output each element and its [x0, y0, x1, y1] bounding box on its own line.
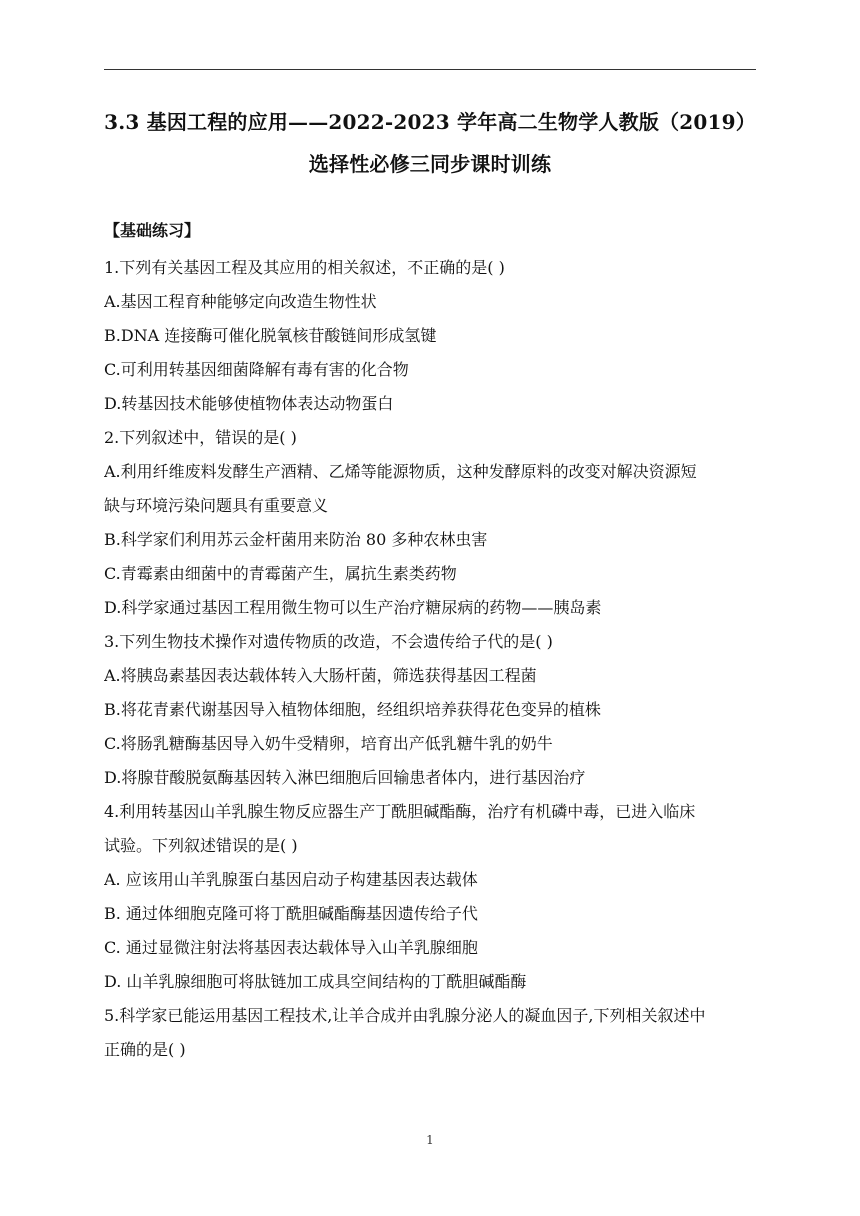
question-4-option-d: D. 山羊乳腺细胞可将肽链加工成具空间结构的丁酰胆碱酯酶 [104, 972, 527, 991]
question-5-stem-continued: 正确的是( ) [104, 1040, 186, 1059]
question-3-option-b: B.将花青素代谢基因导入植物体细胞，经组织培养获得花色变异的植株 [104, 700, 601, 719]
question-1-option-c: C.可利用转基因细菌降解有毒有害的化合物 [104, 360, 409, 379]
question-2-option-c: C.青霉素由细菌中的青霉菌产生，属抗生素类药物 [104, 564, 457, 583]
question-2-option-a-continued: 缺与环境污染问题具有重要意义 [104, 496, 329, 515]
question-4-stem-continued: 试验。下列叙述错误的是( ) [104, 836, 298, 855]
question-2-stem: 2.下列叙述中，错误的是( ) [104, 428, 297, 447]
question-2-option-a: A.利用纤维废料发酵生产酒精、乙烯等能源物质，这种发酵原料的改变对解决资源短 [104, 462, 697, 481]
question-content [104, 251, 758, 1067]
question-5-stem: 5.科学家已能运用基因工程技术,让羊合成并由乳腺分泌人的凝血因子,下列相关叙述中 [104, 1006, 706, 1025]
question-4-option-b: B. 通过体细胞克隆可将丁酰胆碱酯酶基因遗传给子代 [104, 904, 478, 923]
question-1-option-a: A.基因工程育种能够定向改造生物性状 [104, 292, 377, 311]
question-2-option-d: D.科学家通过基因工程用微生物可以生产治疗糖尿病的药物——胰岛素 [104, 598, 602, 617]
question-4-option-c: C. 通过显微注射法将基因表达载体导入山羊乳腺细胞 [104, 938, 478, 957]
section-heading: 【基础练习】 [104, 221, 201, 240]
document-title-line-2: 选择性必修三同步课时训练 [308, 152, 552, 176]
page-number: 1 [426, 1133, 434, 1147]
header-rule [104, 69, 756, 70]
question-1-option-d: D.转基因技术能够使植物体表达动物蛋白 [104, 394, 394, 413]
question-2-option-b: B.科学家们利用苏云金杆菌用来防治 80 多种农林虫害 [104, 530, 488, 549]
question-1-stem: 1.下列有关基因工程及其应用的相关叙述，不正确的是( ) [104, 258, 505, 277]
question-3-stem: 3.下列生物技术操作对遗传物质的改造，不会遗传给子代的是( ) [104, 632, 553, 651]
question-4-stem: 4.利用转基因山羊乳腺生物反应器生产丁酰胆碱酯酶，治疗有机磷中毒，已进入临床 [104, 802, 696, 821]
question-1-option-b: B.DNA 连接酶可催化脱氧核苷酸链间形成氢键 [104, 326, 437, 345]
question-4-option-a: A. 应该用山羊乳腺蛋白基因启动子构建基因表达载体 [104, 870, 478, 889]
document-title-line-1: 3.3 基因工程的应用——2022-2023 学年高二生物学人教版（2019） [104, 110, 756, 134]
question-3-option-d: D.将腺苷酸脱氨酶基因转入淋巴细胞后回输患者体内，进行基因治疗 [104, 768, 586, 787]
question-3-option-c: C.将肠乳糖酶基因导入奶牛受精卵，培育出产低乳糖牛乳的奶牛 [104, 734, 553, 753]
question-3-option-a: A.将胰岛素基因表达载体转入大肠杆菌，筛选获得基因工程菌 [104, 666, 537, 685]
